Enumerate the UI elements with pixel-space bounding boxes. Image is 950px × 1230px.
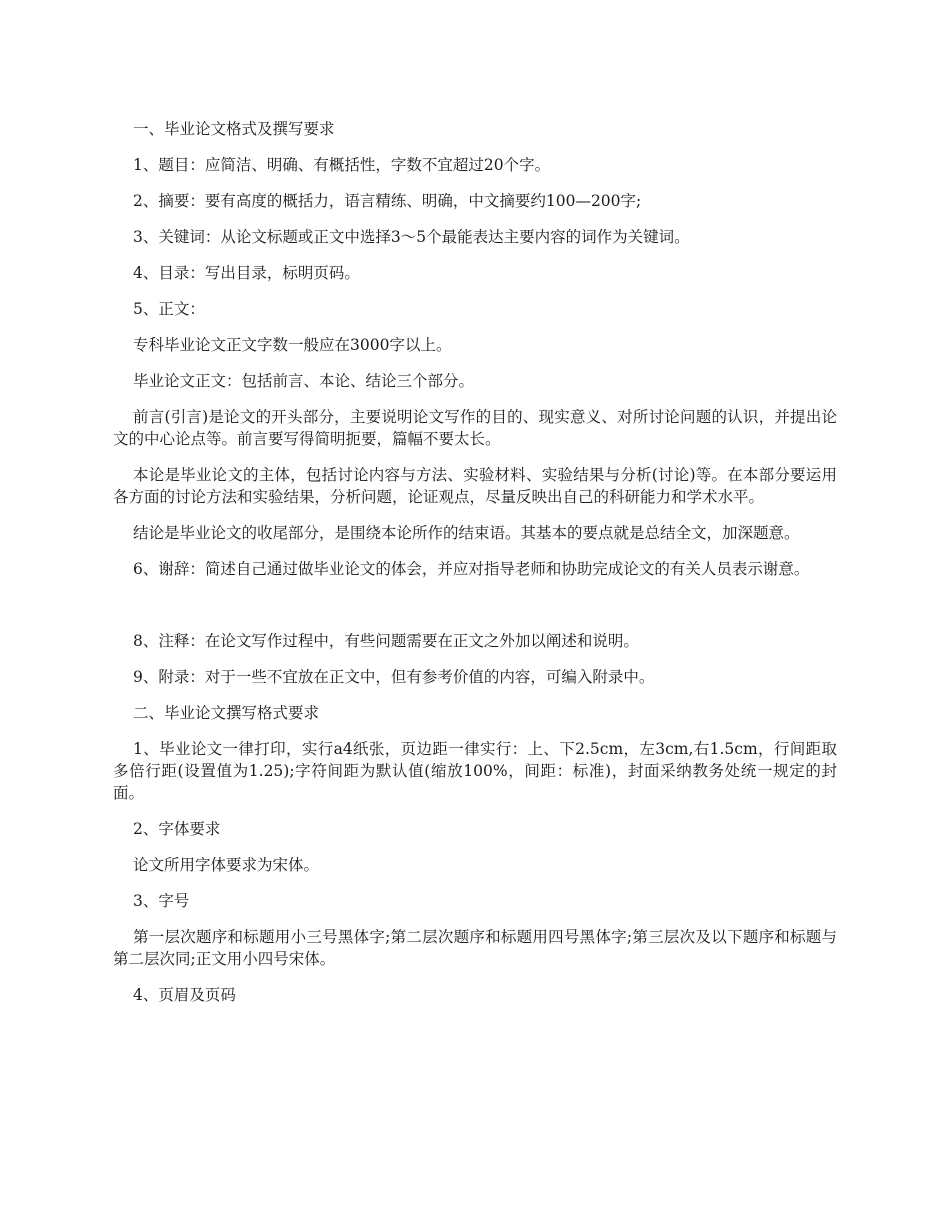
document-page [113, 118, 837, 1020]
paragraph-title-rule: 1、题目：应简洁、明确、有概括性，字数不宜超过20个字。 [133, 156, 551, 174]
paragraph-notes: 8、注释：在论文写作过程中，有些问题需要在正文之外加以阐述和说明。 [133, 632, 639, 650]
paragraph-introduction: 前言(引言)是论文的开头部分，主要说明论文写作的目的、现实意义、对所讨论问题的认识，并提出论文的中心论点等。前言要写得简明扼要，篇幅不要太长。 [113, 408, 837, 448]
paragraph-font-heading: 2、字体要求 [133, 820, 221, 838]
paragraph-toc-rule: 4、目录：写出目录，标明页码。 [133, 264, 360, 282]
paragraph-font-rule: 论文所用字体要求为宋体。 [133, 856, 320, 874]
paragraph-body-heading: 5、正文： [133, 300, 205, 318]
paragraph-acknowledgement: 6、谢辞：简述自己通过做毕业论文的体会，并应对指导老师和协助完成论文的有关人员表示谢意。 [133, 560, 810, 578]
paragraph-print-format: 1、毕业论文一律打印，实行a4纸张，页边距一律实行：上、下2.5cm，左3cm,右1.5cm，行间距取多倍行距(设置值为1.25);字符间距为默认值(缩放100%，间距：标准)，封面采纳教务处统一规定的封面。 [113, 740, 837, 802]
paragraph-appendix: 9、附录：对于一些不宜放在正文中，但有参考价值的内容，可编入附录中。 [133, 668, 655, 686]
section-heading-2: 二、毕业论文撰写格式要求 [133, 704, 320, 722]
paragraph-size-rule: 第一层次题序和标题用小三号黑体字;第二层次题序和标题用四号黑体字;第三层次及以下题序和标题与第二层次同;正文用小四号宋体。 [113, 928, 837, 968]
paragraph-body-structure: 毕业论文正文：包括前言、本论、结论三个部分。 [133, 372, 475, 390]
paragraph-word-count: 专科毕业论文正文字数一般应在3000字以上。 [133, 336, 452, 354]
paragraph-size-heading: 3、字号 [133, 892, 190, 910]
paragraph-keywords-rule: 3、关键词：从论文标题或正文中选择3～5个最能表达主要内容的词作为关键词。 [133, 228, 690, 246]
blank-gap [113, 594, 837, 630]
paragraph-conclusion: 结论是毕业论文的收尾部分，是围绕本论所作的结束语。其基本的要点就是总结全文，加深题意。 [133, 524, 800, 542]
paragraph-header-footer-heading: 4、页眉及页码 [133, 986, 236, 1004]
paragraph-abstract-rule: 2、摘要：要有高度的概括力，语言精练、明确，中文摘要约100—200字; [133, 192, 642, 210]
paragraph-main-body: 本论是毕业论文的主体，包括讨论内容与方法、实验材料、实验结果与分析(讨论)等。在本部分要运用各方面的讨论方法和实验结果，分析问题，论证观点，尽量反映出自己的科研能力和学术水平。 [113, 466, 837, 506]
section-heading-1: 一、毕业论文格式及撰写要求 [133, 120, 335, 138]
